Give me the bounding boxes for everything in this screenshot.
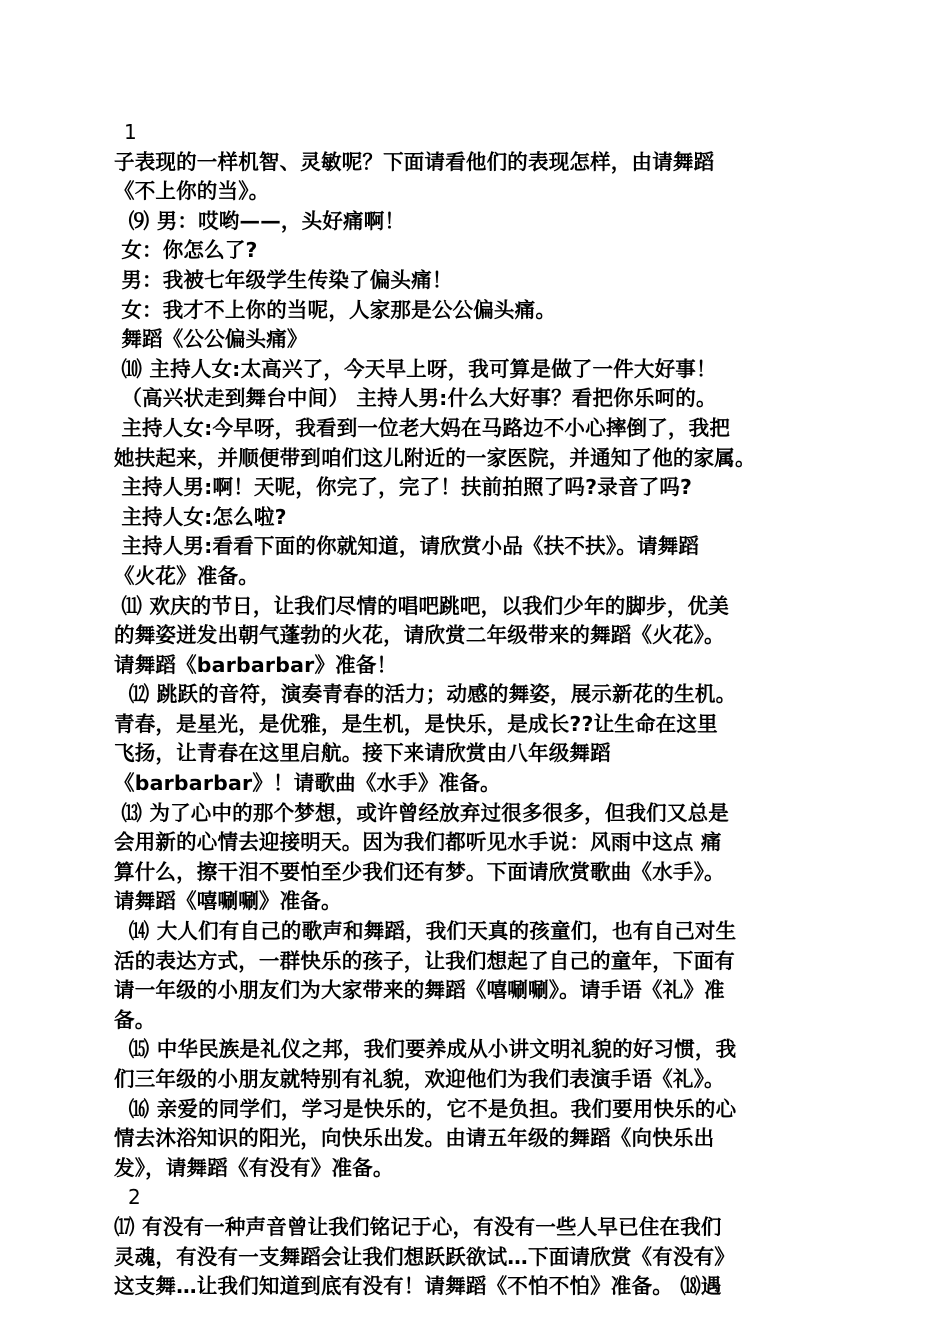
text-line: ⒃ 亲爱的同学们，学习是快乐的，它不是负担。我们要用快乐的心 — [114, 1096, 737, 1121]
text-line: 的舞姿迸发出朝气蓬勃的火花，请欣赏二年级带来的舞蹈《火花》。 — [114, 623, 725, 648]
text-line: 算什么，擦干泪不要怕至少我们还有梦。下面请欣赏歌曲《水手》。 — [114, 859, 725, 884]
text-line: 活的表达方式，一群快乐的孩子，让我们想起了自己的童年，下面有 — [114, 948, 735, 973]
text-line: 会用新的心情去迎接明天。因为我们都听见水手说：风雨中这点 痛 — [114, 830, 722, 855]
text-line: 们三年级的小朋友就特别有礼貌，欢迎他们为我们表演手语《礼》。 — [114, 1067, 725, 1091]
text-line: （高兴状走到舞台中间） 主持人男:什么大好事？看把你乐呵的。 — [114, 386, 717, 411]
text-line: 飞扬，让青春在这里启航。接下来请欣赏由八年级舞蹈 — [114, 741, 611, 766]
text-line: 这支舞…让我们知道到底有没有！请舞蹈《不怕不怕》准备。 ⒅遇 — [114, 1274, 722, 1299]
text-line: 请舞蹈《嘻唰唰》准备。 — [114, 889, 342, 914]
text-line: ⒂ 中华民族是礼仪之邦，我们要养成从小讲文明礼貌的好习惯，我 — [114, 1037, 737, 1062]
text-line: 情去沐浴知识的阳光，向快乐出发。由请五年级的舞蹈《向快乐出 — [114, 1126, 715, 1151]
text-line: 发》，请舞蹈《有没有》准备。 — [114, 1155, 394, 1180]
text-line: 请一年级的小朋友们为大家带来的舞蹈《嘻唰唰》。请手语《礼》准 — [114, 978, 725, 1003]
text-line: 女：我才不上你的当呢，人家那是公公偏头痛。 — [114, 297, 557, 322]
text-line: ⒄ 有没有一种声音曾让我们铭记于心，有没有一些人早已住在我们 — [114, 1214, 722, 1239]
text-line: 她扶起来，并顺便带到咱们这儿附近的一家医院，并通知了他的家属。 — [114, 445, 756, 470]
text-line: 《火花》准备。 — [114, 563, 259, 588]
text-line: ⑾ 欢庆的节日，让我们尽情的唱吧跳吧，以我们少年的脚步，优美 — [114, 593, 729, 618]
page-body — [114, 118, 844, 1302]
text-line: 女：你怎么了? — [114, 238, 258, 263]
text-line: 灵魂，有没有一支舞蹈会让我们想跃跃欲试…下面请欣赏《有没有》 — [114, 1244, 735, 1269]
text-line: 备。 — [114, 1007, 156, 1032]
text-line: 主持人男:啊！天呢，你完了，完了！扶前拍照了吗?录音了吗? — [114, 475, 693, 500]
text-line: ⒀ 为了心中的那个梦想，或许曾经放弃过很多很多，但我们又总是 — [114, 800, 729, 825]
text-line: 子表现的一样机智、灵敏呢？下面请看他们的表现怎样，由请舞蹈 — [114, 149, 715, 174]
text-line: 男：我被七年级学生传染了偏头痛！ — [114, 267, 453, 292]
text-line: 《不上你的当》。 — [114, 179, 270, 204]
text-line: 舞蹈《公公偏头痛》 — [114, 327, 308, 352]
text-line: 请舞蹈《barbarbar》准备！ — [114, 652, 398, 677]
text-line: ⑼ 男：哎哟——，头好痛啊！ — [114, 208, 406, 233]
text-line: 《barbarbar》！请歌曲《水手》准备。 — [114, 771, 501, 796]
text-line: 主持人女:怎么啦? — [114, 504, 287, 529]
text-line: 主持人女:今早呀，我看到一位老大妈在马路边不小心摔倒了，我把 — [114, 415, 731, 440]
text-line: ⑿ 跳跃的音符，演奏青春的活力；动感的舞姿，展示新花的生机。 — [114, 682, 737, 707]
text-line: ⒁ 大人们有自己的歌声和舞蹈，我们天真的孩童们，也有自己对生 — [114, 919, 737, 944]
text-line: 主持人男:看看下面的你就知道，请欣赏小品《扶不扶》。请舞蹈 — [114, 534, 700, 559]
page-number: 1 — [124, 120, 137, 144]
page-number: 2 — [128, 1185, 141, 1210]
text-line: ⑽ 主持人女:太高兴了，今天早上呀，我可算是做了一件大好事！ — [114, 356, 717, 381]
text-line: 青春，是星光，是优雅，是生机，是快乐，是成长??让生命在这里 — [114, 711, 718, 736]
